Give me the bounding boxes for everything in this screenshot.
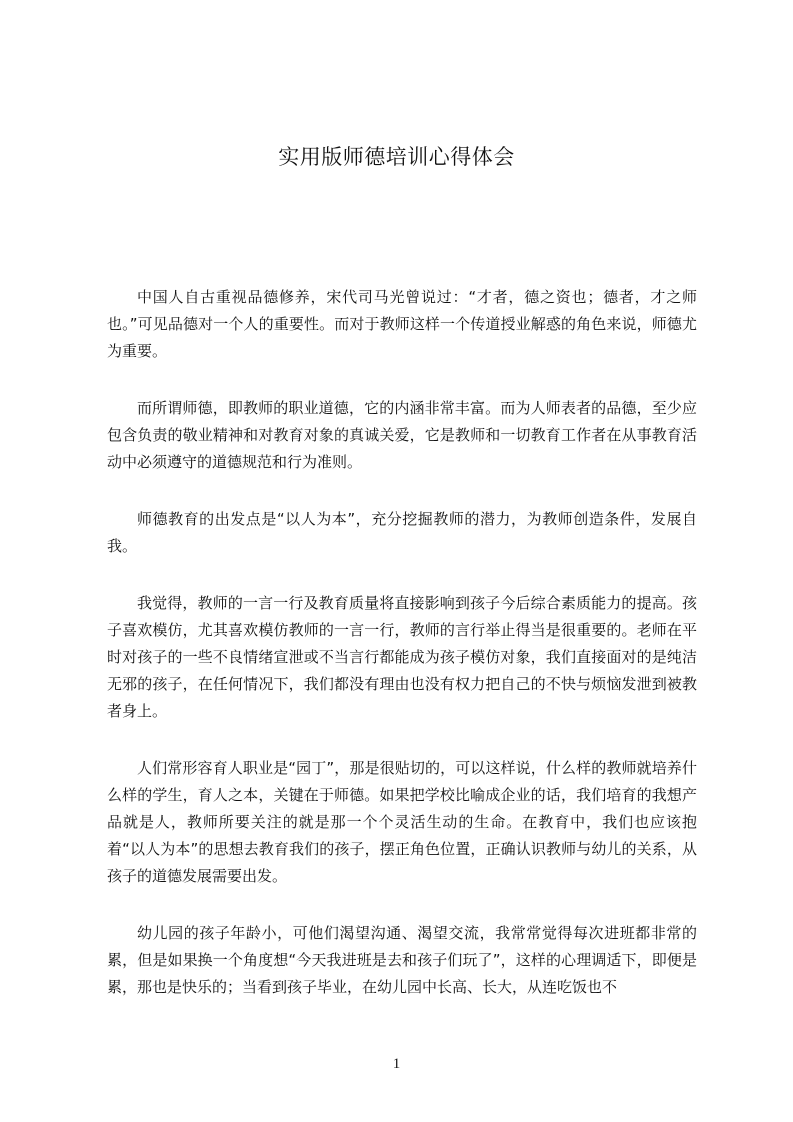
page-number: 1 <box>392 1056 401 1072</box>
paragraph-1: 中国人自古重视品德修养，宋代司马光曾说过：“才者，德之资也；德者，才之师也。”可见品德对一个人的重要性。而对于教师这样一个传道授业解惑的角色来说，师德尤为重要。 <box>107 288 697 360</box>
document-body <box>107 284 697 1031</box>
paragraph-2: 而所谓师德，即教师的职业道德，它的内涵非常丰富。而为人师表者的品德，至少应包含负责的敬业精神和对教育对象的真诚关爱，它是教师和一切教育工作者在从事教育活动中必须遵守的道德规范和行为准则。 <box>107 399 697 471</box>
paragraph-3: 师德教育的出发点是“以人为本”，充分挖掘教师的潜力，为教师创造条件，发展自我。 <box>107 510 697 555</box>
paragraph-4: 我觉得，教师的一言一行及教育质量将直接影响到孩子今后综合素质能力的提高。孩子喜欢模仿，尤其喜欢模仿教师的一言一行，教师的言行举止得当是很重要的。老师在平时对孩子的一些不良情绪宣泄或不当言行都能成为孩子模仿对象，我们直接面对的是纯洁无邪的孩子，在任何情况下，我们都没有理由也没有权力把自己的不快与烦恼发泄到被教者身上。 <box>107 594 697 720</box>
paragraph-6: 幼儿园的孩子年龄小，可他们渴望沟通、渴望交流，我常常觉得每次进班都非常的累，但是如果换一个角度想“今天我进班是去和孩子们玩了”，这样的心理调适下，即便是累，那也是快乐的；当看到孩子毕业，在幼儿园中长高、长大，从连吃饭也不 <box>107 924 697 996</box>
paragraph-5: 人们常形容育人职业是“园丁”，那是很贴切的，可以这样说，什么样的教师就培养什么样的学生，育人之本，关键在于师德。如果把学校比喻成企业的话，我们培育的我想产品就是人，教师所要关注的就是那一个个灵活生动的生命。在教育中，我们也应该抱着“以人为本”的思想去教育我们的孩子，摆正角色位置，正确认识教师与幼儿的关系，从孩子的道德发展需要出发。 <box>107 759 697 885</box>
document-title: 实用版师德培训心得体会 <box>278 145 515 169</box>
